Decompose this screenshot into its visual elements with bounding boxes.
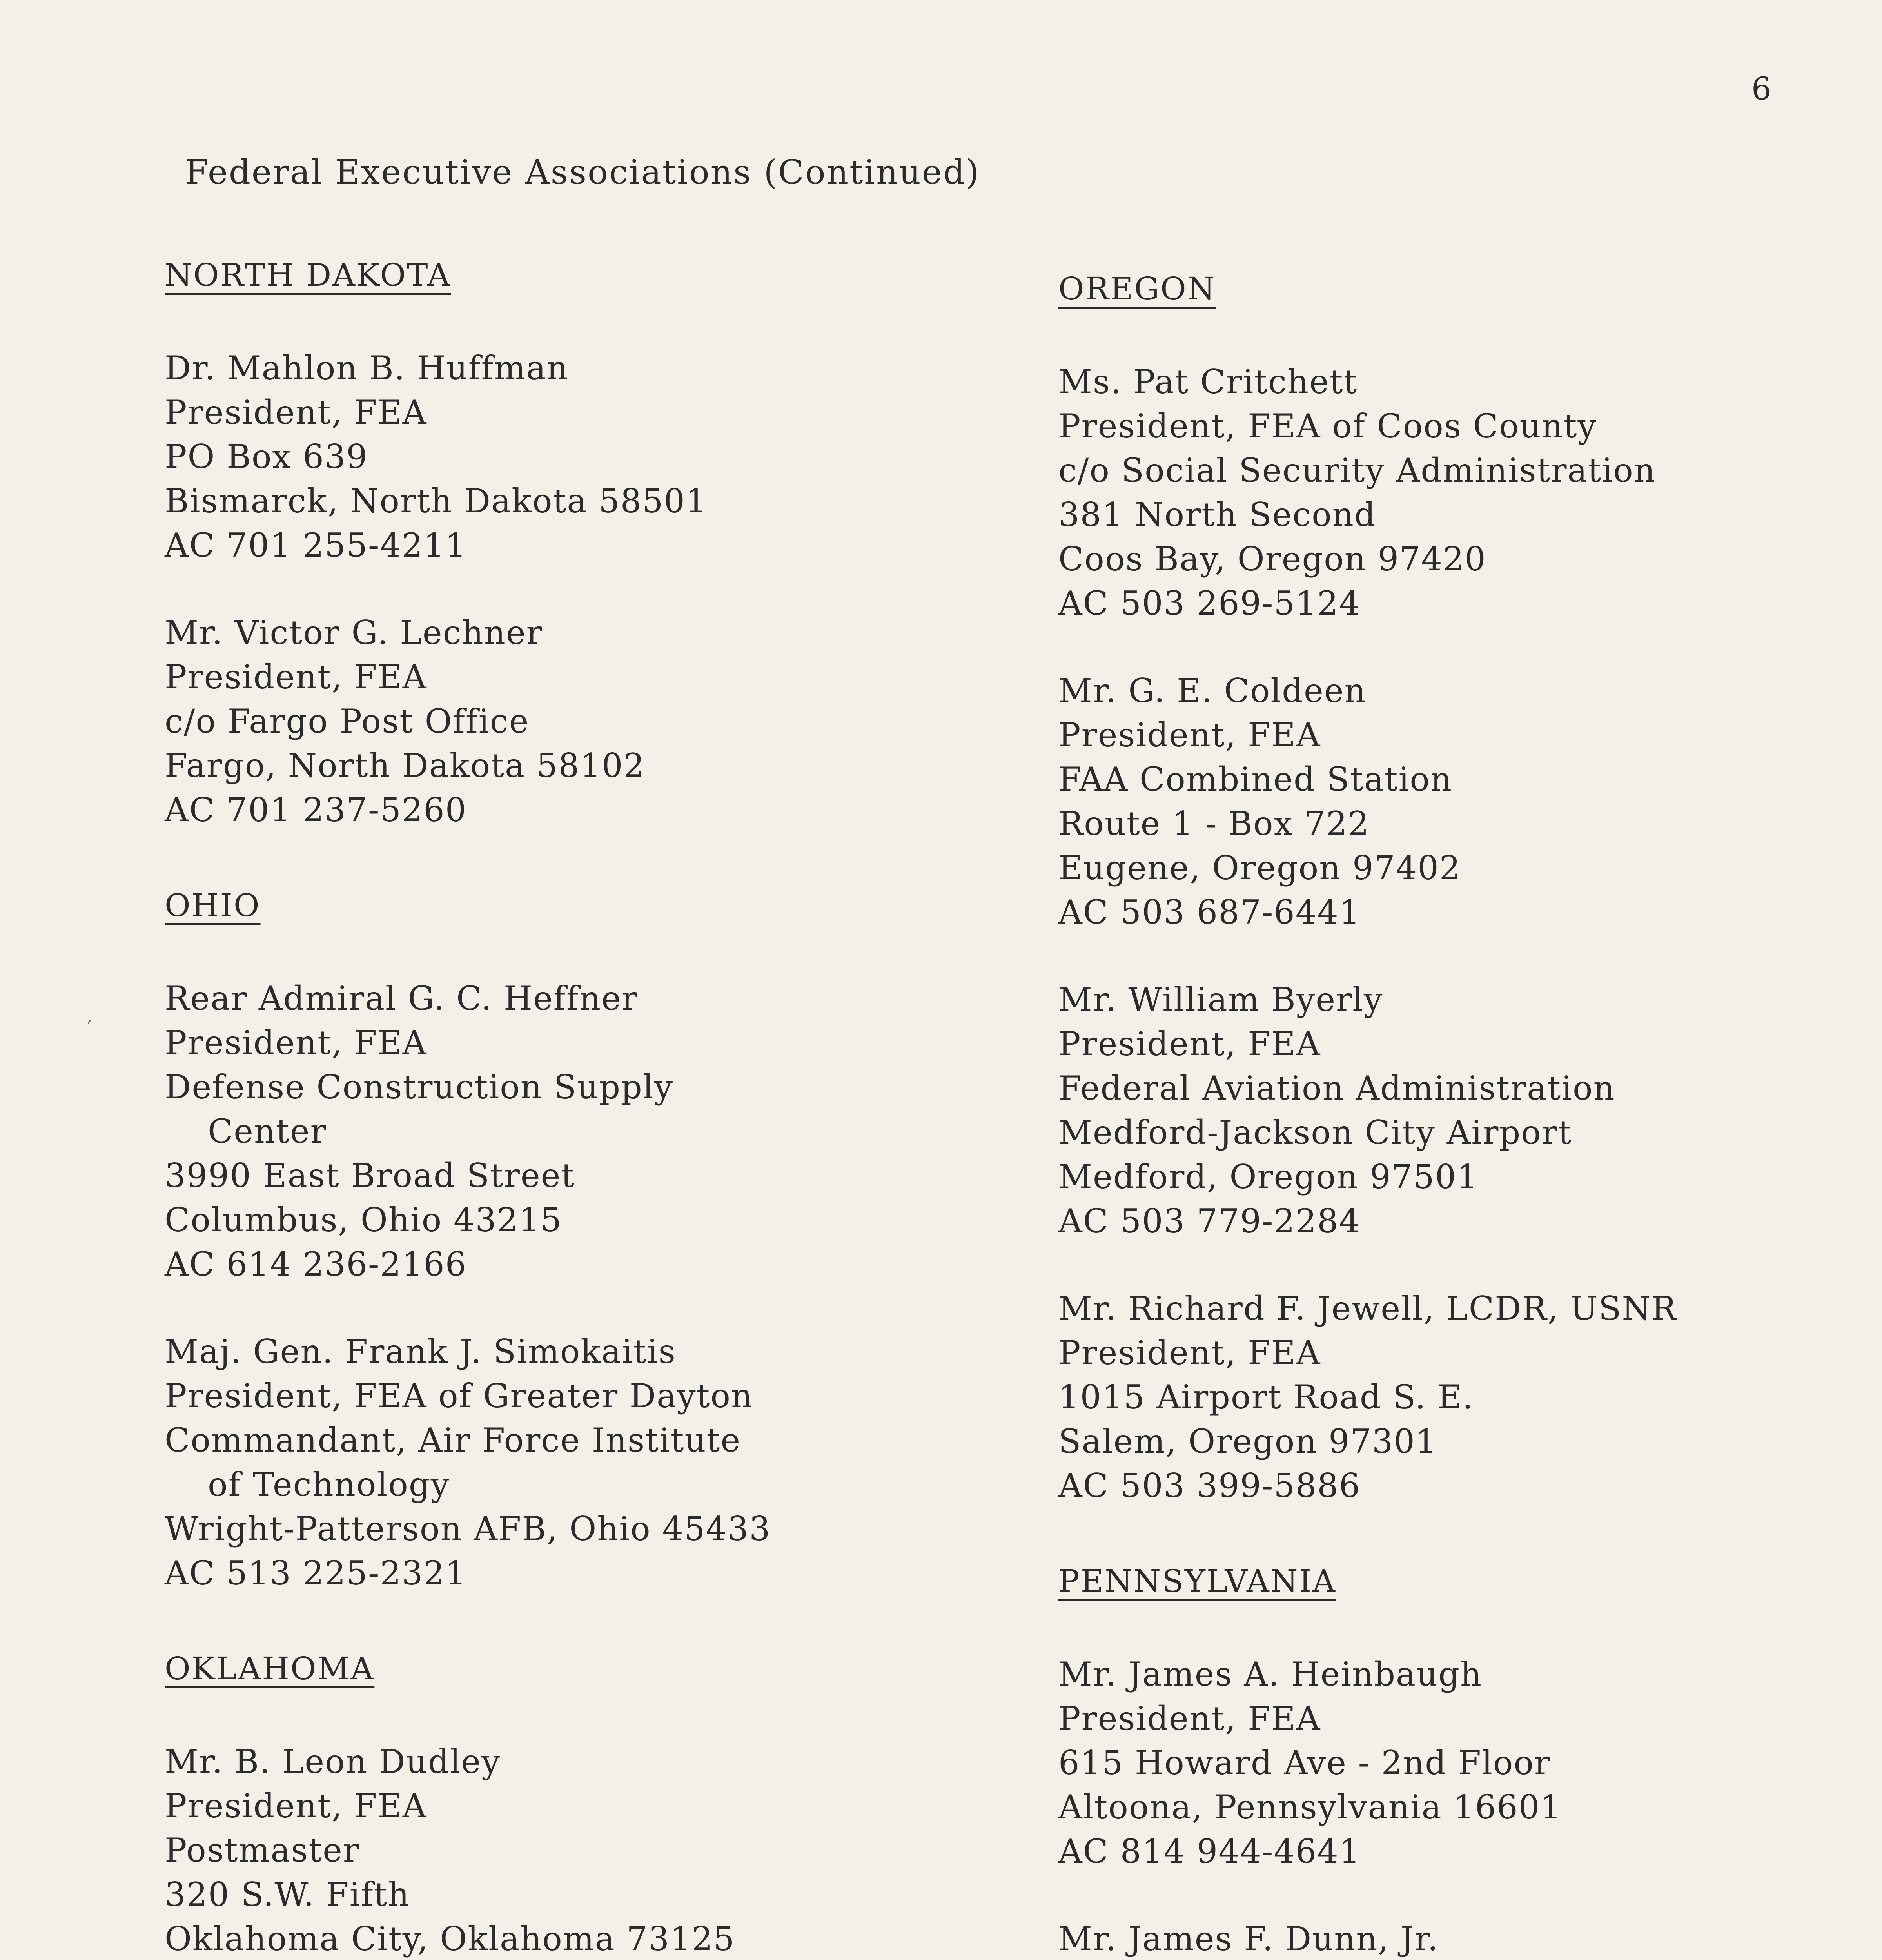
contact-entry	[165, 1330, 1007, 1595]
contact-line: Mr. James F. Dunn, Jr.	[1058, 1920, 1439, 1958]
right-column	[1058, 259, 1842, 1960]
contact-line: AC 503 779-2284	[1058, 1202, 1361, 1240]
state-heading: NORTH DAKOTA	[165, 257, 451, 293]
contact-line: President, FEA	[1058, 1025, 1321, 1063]
contact-entry	[1058, 1917, 1842, 1960]
contact-line: AC 614 236-2166	[165, 1245, 467, 1283]
contact-line: FAA Combined Station	[1058, 760, 1453, 799]
contact-line: Federal Aviation Administration	[1058, 1069, 1615, 1107]
contact-entry	[165, 976, 1007, 1287]
contact-line: President, FEA	[1058, 716, 1321, 754]
contact-line: Ms. Pat Critchett	[1058, 363, 1358, 401]
contact-line: AC 503 269-5124	[1058, 584, 1361, 622]
contact-line: AC 701 237-5260	[165, 791, 467, 829]
contact-line: Mr. James A. Heinbaugh	[1058, 1655, 1483, 1693]
contact-entry	[165, 346, 1007, 568]
contact-line: President, FEA of Greater Dayton	[165, 1377, 753, 1415]
contact-line: Maj. Gen. Frank J. Simokaitis	[165, 1332, 676, 1371]
contact-line: AC 513 225-2321	[165, 1554, 467, 1592]
contact-line: Mr. G. E. Coldeen	[1058, 671, 1367, 710]
contact-line: President, FEA	[165, 1024, 427, 1062]
contact-entry	[1058, 1652, 1842, 1874]
state-section	[1058, 259, 1842, 1508]
left-column	[165, 245, 1007, 1960]
contact-line: Oklahoma City, Oklahoma 73125	[165, 1920, 735, 1958]
contact-line: AC 503 399-5886	[1058, 1466, 1361, 1505]
state-section	[1058, 1551, 1842, 1960]
state-heading: OREGON	[1058, 270, 1216, 307]
contact-line: AC 814 944-4641	[1058, 1832, 1361, 1871]
stray-pen-mark: ′	[87, 1015, 93, 1043]
contact-line: 1015 Airport Road S. E.	[1058, 1378, 1474, 1416]
contact-line: 3990 East Broad Street	[165, 1156, 575, 1195]
state-section	[165, 245, 1007, 832]
contact-line: Wright-Patterson AFB, Ohio 45433	[165, 1510, 771, 1548]
contact-line: Defense Construction Supply	[165, 1068, 674, 1106]
contact-entry	[1058, 360, 1842, 626]
contact-line: AC 701 255-4211	[165, 526, 467, 564]
contact-entry	[165, 611, 1007, 832]
contact-line: President, FEA of Coos County	[1058, 407, 1597, 445]
contact-line: President, FEA	[1058, 1334, 1321, 1372]
contact-line: Dr. Mahlon B. Huffman	[165, 349, 569, 387]
contact-line: President, FEA	[1058, 1699, 1321, 1738]
contact-line: Mr. Victor G. Lechner	[165, 613, 543, 652]
contact-line: President, FEA	[165, 1787, 427, 1825]
state-heading: OKLAHOMA	[165, 1650, 375, 1687]
contact-line: Mr. B. Leon Dudley	[165, 1742, 501, 1781]
contact-line: of Technology	[208, 1465, 450, 1504]
state-section	[165, 1639, 1007, 1960]
contact-line: c/o Social Security Administration	[1058, 451, 1656, 490]
state-heading: PENNSYLVANIA	[1058, 1563, 1336, 1599]
contact-entry	[1058, 1287, 1842, 1508]
contact-line: Mr. William Byerly	[1058, 980, 1383, 1019]
contact-line: Mr. Richard F. Jewell, LCDR, USNR	[1058, 1289, 1677, 1328]
contact-entry	[1058, 978, 1842, 1243]
contact-line: AC 503 687-6441	[1058, 893, 1361, 931]
contact-line: Coos Bay, Oregon 97420	[1058, 540, 1486, 578]
page-title: Federal Executive Associations (Continued)	[185, 153, 980, 192]
contact-line: Rear Admiral G. C. Heffner	[165, 979, 638, 1018]
state-heading: OHIO	[165, 887, 261, 924]
contact-line: 615 Howard Ave - 2nd Floor	[1058, 1744, 1551, 1782]
contact-line: Commandant, Air Force Institute	[165, 1421, 741, 1459]
contact-line: Salem, Oregon 97301	[1058, 1422, 1437, 1461]
contact-line: Route 1 - Box 722	[1058, 804, 1370, 843]
contact-line: PO Box 639	[165, 437, 368, 476]
contact-line: Medford-Jackson City Airport	[1058, 1113, 1572, 1152]
contact-line: President, FEA	[165, 658, 427, 696]
contact-line: Fargo, North Dakota 58102	[165, 746, 645, 785]
contact-line: Altoona, Pennsylvania 16601	[1058, 1788, 1562, 1826]
contact-line: Postmaster	[165, 1831, 360, 1869]
contact-line: Eugene, Oregon 97402	[1058, 849, 1461, 887]
contact-line: President, FEA	[165, 393, 427, 432]
contact-line: c/o Fargo Post Office	[165, 702, 530, 740]
contact-line: Medford, Oregon 97501	[1058, 1158, 1479, 1196]
contact-line: Bismarck, North Dakota 58501	[165, 482, 708, 520]
contact-line: 381 North Second	[1058, 495, 1376, 534]
contact-line: 320 S.W. Fifth	[165, 1875, 410, 1914]
page-number: 6	[1751, 71, 1771, 107]
contact-line: Columbus, Ohio 43215	[165, 1201, 563, 1239]
contact-line: Center	[208, 1112, 327, 1151]
contact-entry	[165, 1740, 1007, 1960]
contact-entry	[1058, 669, 1842, 935]
state-section	[165, 875, 1007, 1595]
